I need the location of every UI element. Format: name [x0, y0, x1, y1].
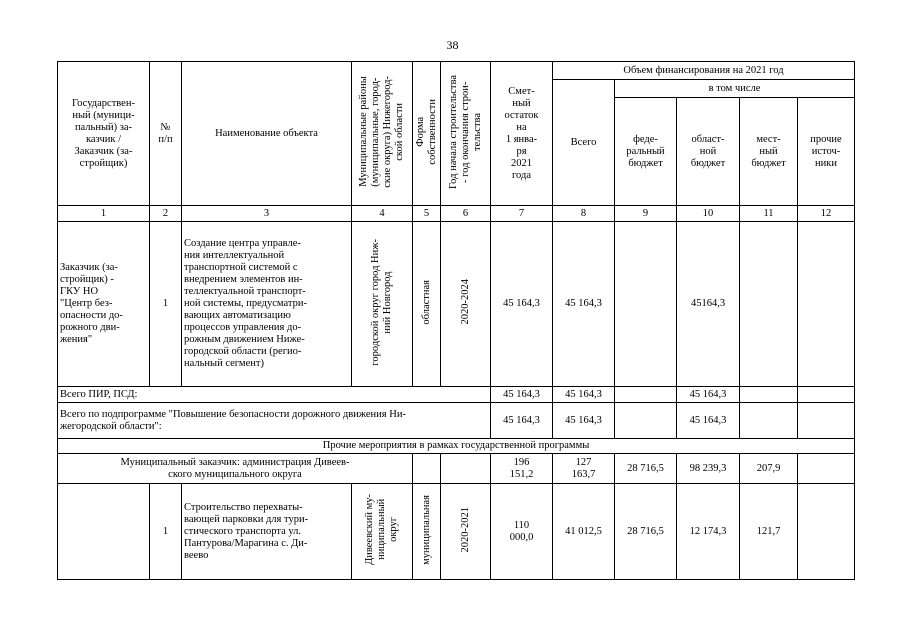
municipal-ownership — [413, 454, 441, 484]
row2-customer — [58, 484, 150, 580]
row1-district: городской округ город Ниж- ний Новгород — [352, 222, 413, 387]
header-regional: област- ной бюджет — [677, 98, 740, 206]
total-pir-local — [740, 387, 798, 403]
row1-total: 45 164,3 — [553, 222, 615, 387]
row1-regional: 45164,3 — [677, 222, 740, 387]
total-pir-regional: 45 164,3 — [677, 387, 740, 403]
row2-local: 121,7 — [740, 484, 798, 580]
column-number: 9 — [615, 206, 677, 222]
page-number: 38 — [446, 38, 459, 52]
column-number: 6 — [441, 206, 491, 222]
table-row — [58, 222, 855, 387]
column-number: 1 — [58, 206, 150, 222]
total-subprogram-other — [798, 403, 855, 439]
column-number: 5 — [413, 206, 441, 222]
column-number: 3 — [182, 206, 352, 222]
row1-customer: Заказчик (за- стройщик) - ГКУ НО "Центр без- опасности до- рожного дви- жения" — [58, 222, 150, 387]
total-subprogram-label: Всего по подпрограмме "Повышение безопасности дорожного движения Ни- жегородской области": — [58, 403, 491, 439]
header-districts: Муниципальные районы (муниципальные, город- ские округа) Нижегород- ской области — [352, 62, 413, 206]
header-local: мест- ный бюджет — [740, 98, 798, 206]
total-pir-row — [58, 387, 855, 403]
row2-federal: 28 716,5 — [615, 484, 677, 580]
row2-number: 1 — [150, 484, 182, 580]
municipal-label: Муниципальный заказчик: администрация Дивеев- ского муниципального округа — [58, 454, 413, 484]
row1-local — [740, 222, 798, 387]
total-pir-federal — [615, 387, 677, 403]
row1-ownership: областная — [413, 222, 441, 387]
row2-district: Дивеевский му- ниципальный округ — [352, 484, 413, 580]
row2-years: 2020-2021 — [441, 484, 491, 580]
column-number: 7 — [491, 206, 553, 222]
row2-other — [798, 484, 855, 580]
total-subprogram-federal — [615, 403, 677, 439]
column-number: 2 — [150, 206, 182, 222]
row1-federal — [615, 222, 677, 387]
municipal-total: 127 163,7 — [553, 454, 615, 484]
column-number: 8 — [553, 206, 615, 222]
header-number: № п/п — [150, 62, 182, 206]
municipal-regional: 98 239,3 — [677, 454, 740, 484]
municipal-local: 207,9 — [740, 454, 798, 484]
header-customer: Государствен- ный (муници- пальный) за- казчик / Заказчик (за- стройщик) — [58, 62, 150, 206]
row1-years: 2020-2024 — [441, 222, 491, 387]
header-ownership: Форма собственности — [413, 62, 441, 206]
total-pir-other — [798, 387, 855, 403]
total-subprogram-row — [58, 403, 855, 439]
section-title-row — [58, 439, 855, 454]
total-subprogram-balance: 45 164,3 — [491, 403, 553, 439]
column-number: 11 — [740, 206, 798, 222]
financing-table — [57, 61, 855, 580]
municipal-row — [58, 454, 855, 484]
total-subprogram-regional: 45 164,3 — [677, 403, 740, 439]
row1-other — [798, 222, 855, 387]
total-pir-label: Всего ПИР, ПСД: — [58, 387, 491, 403]
column-number: 4 — [352, 206, 413, 222]
row1-object: Создание центра управле- ния интеллектуальной транспортной системой с внедрением элементов ин- теллектуальной транспорт- ной системы, предусматри- вающих автоматизацию процессов управления до- рожным движением Ниже- городской области (регио- нальный сегмент) — [182, 222, 352, 387]
header-federal: феде- ральный бюджет — [615, 98, 677, 206]
column-number: 10 — [677, 206, 740, 222]
header-including: в том числе — [615, 80, 855, 98]
header-years: Год начала строительства - год окончания строи- тельства — [441, 62, 491, 206]
municipal-balance: 196 151,2 — [491, 454, 553, 484]
header-balance: Смет- ный остаток на 1 янва- ря 2021 года — [491, 62, 553, 206]
header-object-name: Наименование объекта — [182, 62, 352, 206]
column-numbers-row — [58, 206, 855, 222]
header-financing: Объем финансирования на 2021 год — [553, 62, 855, 80]
total-subprogram-total: 45 164,3 — [553, 403, 615, 439]
municipal-federal: 28 716,5 — [615, 454, 677, 484]
total-subprogram-local — [740, 403, 798, 439]
total-pir-total: 45 164,3 — [553, 387, 615, 403]
municipal-years — [441, 454, 491, 484]
row2-object: Строительство перехваты- вающей парковки для тури- стического транспорта ул. Пантурова/Марагина с. Ди- веево — [182, 484, 352, 580]
row1-number: 1 — [150, 222, 182, 387]
row2-balance: 110 000,0 — [491, 484, 553, 580]
row2-total: 41 012,5 — [553, 484, 615, 580]
header-total: Всего — [553, 80, 615, 206]
section-title: Прочие мероприятия в рамках государственной программы — [58, 439, 855, 454]
row2-regional: 12 174,3 — [677, 484, 740, 580]
table-row — [58, 484, 855, 580]
total-pir-balance: 45 164,3 — [491, 387, 553, 403]
row1-balance: 45 164,3 — [491, 222, 553, 387]
municipal-other — [798, 454, 855, 484]
row2-ownership: муниципальная — [413, 484, 441, 580]
header-other: прочие источ- ники — [798, 98, 855, 206]
column-number: 12 — [798, 206, 855, 222]
